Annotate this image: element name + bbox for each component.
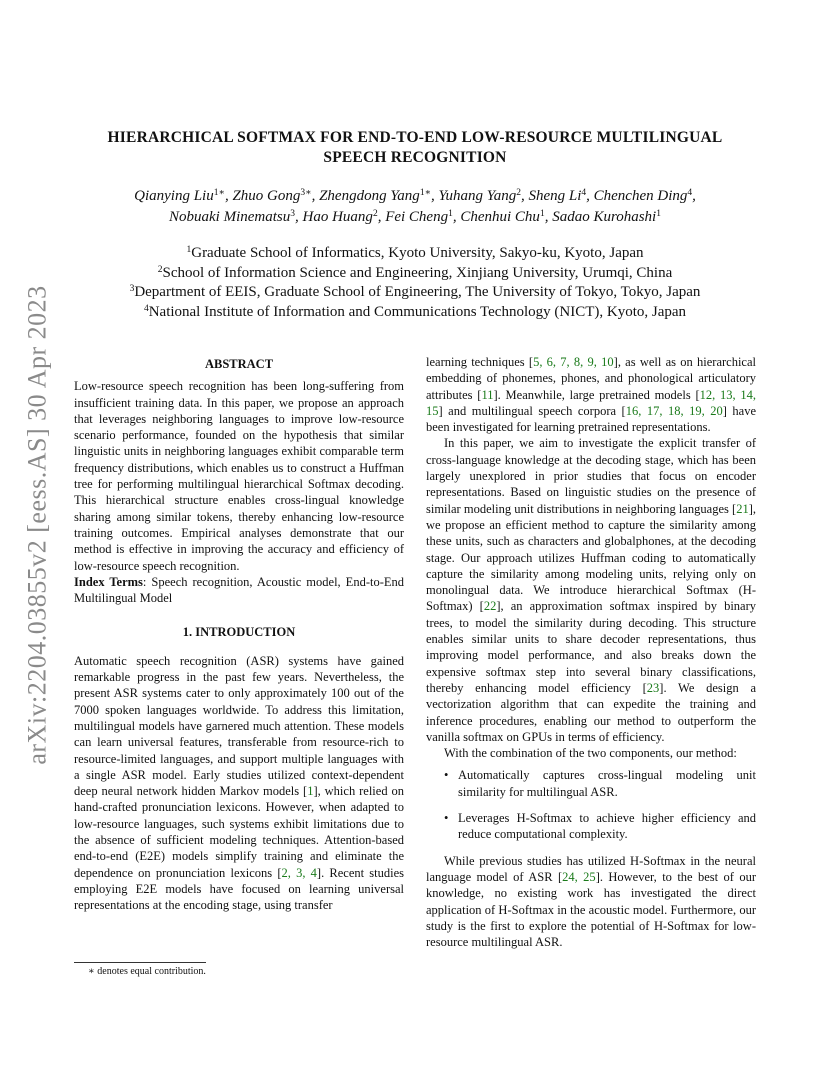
- affiliation-number: 3: [129, 284, 135, 294]
- affiliation-line: [70, 244, 760, 264]
- author-marker: 3∗: [300, 188, 312, 198]
- author-name: Zhengdong Yang: [319, 188, 420, 204]
- affiliation-line: [70, 264, 760, 284]
- author-name: Chenhui Chu: [460, 209, 540, 225]
- author-marker: 1: [539, 209, 545, 219]
- body-text: ]. We design a vectorization algorithm that can expedite the training and inference procedures, enabling our method to outperform the vanilla softmax on GPUs in terms of efficiency.: [426, 680, 756, 744]
- body-text: Automatic speech recognition (ASR) systems have gained remarkable progress in the past few years. Nevertheless, the present ASR systems cater to only approximately 100 out of the 7000 spoken languages worldwide. To address this limitation, multilingual models have garnered much attention. These models can learn universal features, transferable from resource-rich to resource-limited languages, and support multiple languages with a single ASR model. Early studies utilized context-dependent deep neural network hidden Markov models [: [74, 653, 404, 799]
- author-list: [88, 186, 742, 228]
- body-text: While previous studies has utilized H-Softmax in the neural language model of ASR [: [426, 853, 756, 884]
- body-paragraph: [426, 435, 756, 745]
- body-text: ] and multilingual speech corpora [: [438, 403, 626, 418]
- author-name: Fei Cheng: [385, 209, 449, 225]
- author-marker: 1: [448, 209, 453, 219]
- body-paragraph: With the combination of the two components, our method:: [444, 746, 737, 761]
- affiliation-number: 2: [157, 264, 163, 275]
- author-marker: 2: [516, 188, 521, 198]
- abstract-text: Low-resource speech recognition has been long-suffering from insufficient training data. In this paper, we propose an approach that leverages neighboring languages to improve low-resource scenario performance, founded on the hypothesis that similar linguistic units in neighboring languages exhibit comparable term frequency distributions, which enables us to construct a Huffman tree for performing multilingual hierarchical Softmax decoding. This hierarchical structure enables cross-lingual knowledge sharing among similar tokens, thereby enhancing low-resource training outcomes. Empirical analyses demonstrate that our method is effective in improving the accuracy and efficiency of low-resource speech recognition.: [74, 379, 404, 573]
- body-paragraph: [426, 354, 756, 435]
- author-marker: 4: [687, 188, 693, 198]
- list-item: • Leverages H-Softmax to achieve higher efficiency and reduce computational complexity.: [444, 810, 756, 843]
- affiliation-text: National Institute of Information and Communications Technology (NICT), Kyoto, Japan: [148, 303, 687, 320]
- citation-link[interactable]: 1: [307, 784, 314, 799]
- paper-title: [90, 128, 740, 168]
- author-marker: 4: [581, 188, 587, 198]
- affiliation-text: Department of EEIS, Graduate School of Engineering, The University of Tokyo, Tokyo, Japan: [134, 284, 701, 300]
- author-name: Nobuaki Minematsu: [169, 209, 291, 225]
- arxiv-identifier-text: arXiv:2204.03855v2 [eess.AS] 30 Apr 2023: [23, 285, 53, 765]
- footnote-divider: [74, 962, 206, 963]
- introduction-heading: 1. INTRODUCTION: [182, 625, 296, 640]
- author-name: Sadao Kurohashi: [552, 209, 657, 225]
- body-text: ], as well as on hierarchical embedding of phonemes, phones, and phonological articulatory attributes [: [426, 355, 756, 402]
- introduction-paragraph: [74, 653, 404, 914]
- author-name: Sheng Li: [528, 188, 582, 204]
- body-text: ]. However, to the best of our knowledge, no existing work has investigated the direct application of H-Softmax in the acoustic model. Furthermore, our study is the first to explore the potential of H-Softmax for low-resource multilingual ASR.: [426, 869, 756, 950]
- author-marker: 1: [656, 209, 661, 219]
- citation-link[interactable]: 23: [646, 680, 660, 695]
- body-text: ]. Meanwhile, large pretrained models [: [493, 387, 700, 402]
- author-name: Hao Huang: [302, 209, 373, 225]
- citation-link[interactable]: 2, 3, 4: [281, 865, 317, 880]
- author-marker: 3: [290, 209, 296, 219]
- footnote: ∗ denotes equal contribution.: [88, 966, 206, 977]
- index-terms: [74, 574, 404, 607]
- arxiv-identifier: [14, 280, 62, 770]
- author-name: Yuhang Yang: [438, 188, 517, 204]
- author-marker: 1∗: [419, 188, 432, 198]
- author-name: Qianying Liu: [134, 188, 214, 204]
- list-item: • Automatically captures cross-lingual modeling unit similarity for multilingual ASR.: [444, 767, 756, 800]
- affiliation-number: 4: [143, 303, 149, 314]
- body-text: ], an approximation softmax inspired by binary trees, to model the similarity during decoding. This structure enables similar units to share decoder representations, thus improving model performance, and also breaks down the expensive softmax step into several binary classifications, thereby enhancing model efficiency [: [426, 599, 756, 695]
- paper-title-line-2: SPEECH RECOGNITION: [323, 149, 507, 166]
- abstract-heading: ABSTRACT: [204, 357, 274, 371]
- body-text: ], which relied on hand-crafted pronunciation lexicons. However, when adapted to low-resource languages, such systems exhibit limitations due to the absence of sufficient modeling techniques. Attention-based end-to-end (E2E) models simplify training and eliminate the dependence on pronunciation lexicons [: [74, 784, 404, 880]
- author-line-1: Qianying Liu$^{1∗}$, Zhuo Gong$^{3∗}$, Zhengdong Yang$^{1∗}$, Yuhang Yang$^2$, Sheng Li$^4$, Chenchen Ding$^4$,: [134, 188, 696, 204]
- contribution-list: [426, 767, 756, 842]
- body-text: ], we propose an efficient method to capture the similarity among these units, such as characters and globalphones, at the decoding stage. Our approach utilizes Huffman coding to automatically capture the similarity among modeling units, relying only on monolingual data. We introduce hierarchical Softmax (H-Softmax) [: [426, 501, 756, 614]
- citation-link[interactable]: 24, 25: [562, 869, 596, 884]
- affiliation-text: School of Information Science and Engineering, Xinjiang University, Urumqi, China: [162, 264, 673, 281]
- citation-link[interactable]: 21: [736, 501, 749, 516]
- affiliation-number: 1: [186, 245, 192, 255]
- affiliation-line: [70, 283, 760, 303]
- citation-link[interactable]: 16, 17, 18, 19, 20: [625, 403, 723, 418]
- body-paragraph: [426, 853, 756, 951]
- right-column: [426, 354, 756, 950]
- affiliation-text: Graduate School of Informatics, Kyoto University, Sakyo-ku, Kyoto, Japan: [191, 245, 644, 261]
- citation-link[interactable]: 5, 6, 7, 8, 9, 10: [533, 355, 614, 369]
- citation-link[interactable]: 11: [481, 387, 494, 402]
- citation-link[interactable]: 12, 13, 14, 15: [426, 387, 756, 418]
- affiliation-list: [70, 244, 760, 322]
- index-terms-label: Index Terms: [74, 574, 143, 589]
- author-name: Zhuo Gong: [232, 188, 301, 204]
- body-text: learning techniques [: [426, 355, 534, 369]
- paper-title-line-1: HIERARCHICAL SOFTMAX FOR END-TO-END LOW-RESOURCE MULTILINGUAL: [107, 129, 723, 146]
- body-text: ] have been investigated for learning pretrained representations.: [426, 403, 756, 435]
- author-name: Chenchen Ding: [593, 188, 688, 204]
- author-marker: 2: [372, 209, 378, 219]
- author-marker: 1∗: [213, 188, 225, 198]
- citation-link[interactable]: 22: [483, 599, 497, 614]
- affiliation-line: [70, 303, 760, 323]
- body-text: In this paper, we aim to investigate the explicit transfer of cross-language knowledge at the decoding stage, which has been largely unexplored in prior studies that focus on encoder representations. Based on linguistic studies on the presence of similar modeling unit distributions in neighboring languages [: [426, 436, 756, 516]
- index-terms-text: : Speech recognition, Acoustic model, End-to-End Multilingual Model: [74, 574, 405, 606]
- body-text: ]. Recent studies employing E2E models have focused on learning universal representations at the encoding stage, using transfer: [74, 865, 405, 913]
- author-line-2: Nobuaki Minematsu$^3$, Hao Huang$^2$, Fei Cheng$^1$, Chenhui Chu$^1$, Sadao Kurohashi$^1$: [169, 209, 661, 225]
- left-column: [74, 354, 404, 914]
